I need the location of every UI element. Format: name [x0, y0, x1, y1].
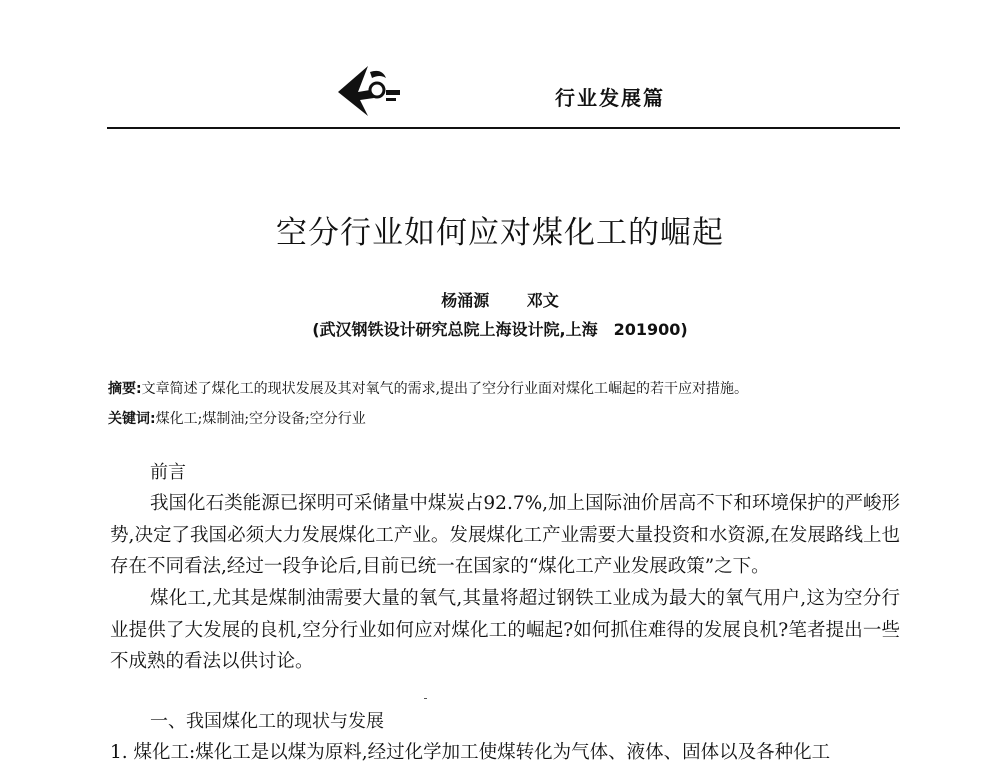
subsection-line: 1. 煤化工:煤化工是以煤为原料,经过化学加工使煤转化为气体、液体、固体以及各种化工	[110, 742, 831, 763]
abstract	[108, 378, 748, 398]
publication-logo-icon	[330, 62, 410, 120]
section-heading: 一、我国煤化工的现状与发展	[150, 711, 384, 732]
affiliation: (武汉钢铁设计研究总院上海设计院,上海 201900)	[312, 320, 688, 339]
article-title: 空分行业如何应对煤化工的崛起	[276, 215, 724, 251]
scan-speck	[424, 698, 427, 699]
keywords	[108, 408, 366, 428]
paragraph-2: 煤化工,尤其是煤制油需要大量的氧气,其量将超过钢铁工业成为最大的氧气用户,这为空分行业提供了大发展的良机,空分行业如何应对煤化工的崛起?如何抓住难得的发展良机?笔者提出一些不成熟的看法以供讨论。	[110, 588, 900, 672]
keywords-label: 关键词:	[108, 411, 156, 427]
abstract-text: 文章简述了煤化工的现状发展及其对氧气的需求,提出了空分行业面对煤化工崛起的若干应对措施。	[141, 381, 749, 397]
keywords-text: 煤化工;煤制油;空分设备;空分行业	[155, 411, 366, 427]
author-2: 邓文	[526, 291, 559, 310]
section-title: 行业发展篇	[555, 86, 665, 110]
author-1: 杨涌源	[441, 291, 490, 310]
authors	[0, 288, 1000, 311]
paragraph-1: 我国化石类能源已探明可采储量中煤炭占92.7%,加上国际油价居高不下和环境保护的严峻形势,决定了我国必须大力发展煤化工产业。发展煤化工产业需要大量投资和水资源,在发展路线上也存在不同看法,经过一段争论后,目前已统一在国家的“煤化工产业发展政策”之下。	[110, 493, 900, 577]
preface-heading: 前言	[150, 462, 186, 483]
header-rule	[107, 127, 900, 129]
abstract-label: 摘要:	[108, 381, 142, 397]
